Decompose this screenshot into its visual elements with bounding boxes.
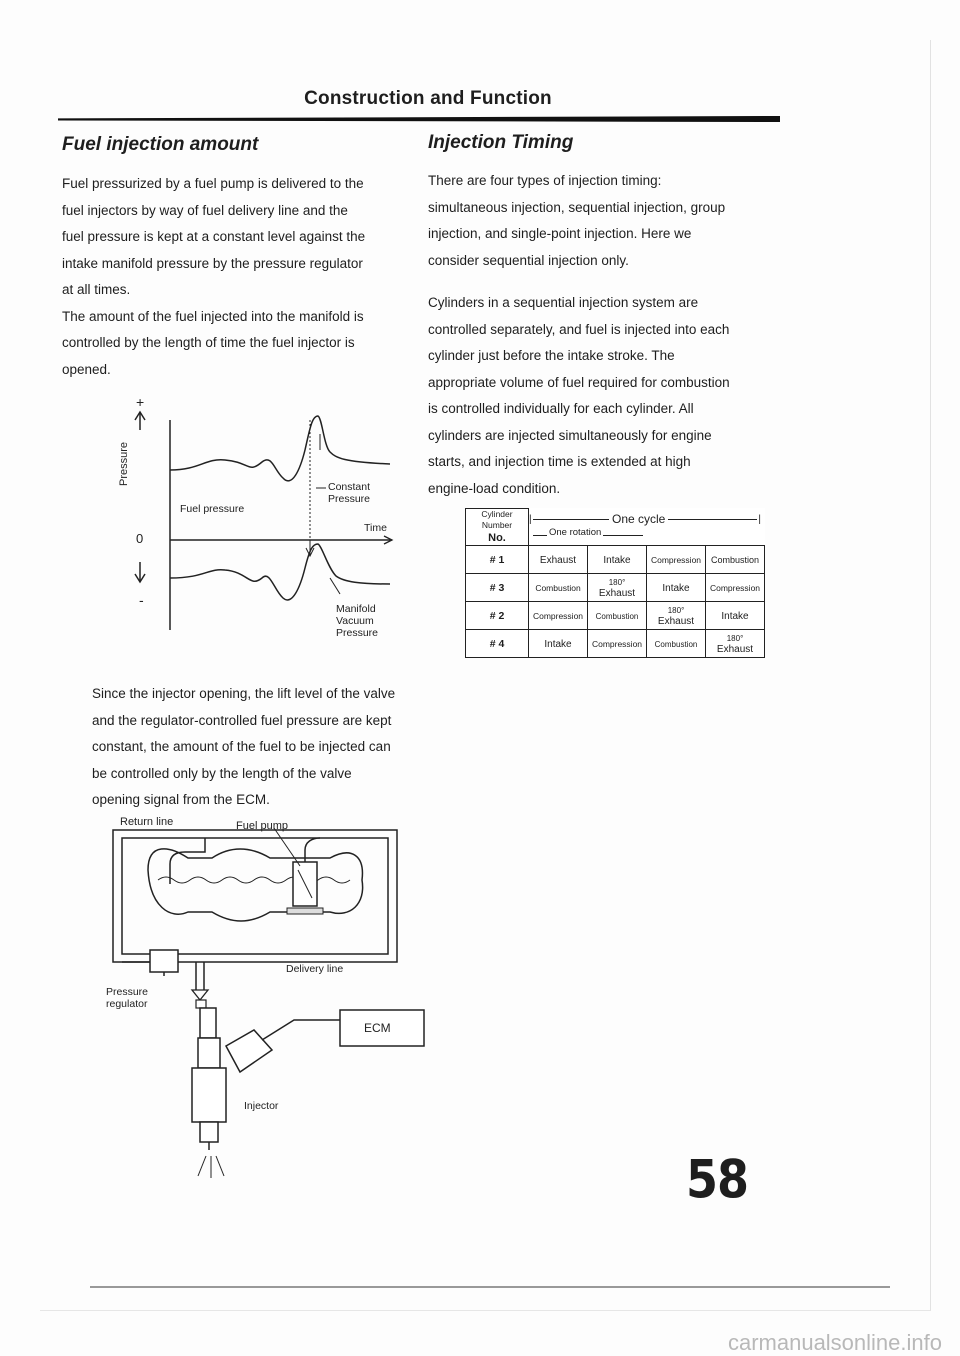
label-line: Vacuum <box>336 615 374 627</box>
stroke-text: Intake <box>721 610 749 622</box>
cycle-header: | | One cycle One rotation <box>529 509 765 546</box>
stroke-cell <box>647 630 706 658</box>
text-line: fuel injectors by way of fuel delivery line and the <box>62 202 348 218</box>
y-axis-label: Pressure <box>118 441 130 486</box>
stroke-text: Combustion <box>595 611 639 621</box>
stroke-text: Combustion <box>654 639 698 649</box>
label-line: Pressure <box>328 493 371 505</box>
stroke-text: Combustion <box>710 554 760 565</box>
text-line: There are four types of injection timing: <box>428 173 662 188</box>
right-paragraph-2 <box>428 290 788 502</box>
stroke-cell <box>706 546 765 574</box>
text-line: intake manifold pressure by the pressure regulator <box>62 255 363 271</box>
text-line: engine-load condition. <box>428 480 561 496</box>
cylinder-number-header <box>466 509 529 546</box>
text-line: opened. <box>62 361 111 377</box>
stroke-text: Compression <box>650 554 702 565</box>
one-rotation-label: One rotation <box>549 526 602 538</box>
stroke-text: Exhaust <box>539 554 577 566</box>
stroke-text: Intake <box>544 638 572 650</box>
text-line: at all times. <box>62 282 131 297</box>
text-line: controlled separately, and fuel is injected into each <box>428 321 730 337</box>
fuel-pump-label: Fuel pump <box>236 820 288 832</box>
section-heading-fuel-injection-amount: Fuel injection amount <box>62 134 259 155</box>
stroke-text: Compression <box>709 582 761 593</box>
text-line: fuel pressure is kept at a constant level against the <box>62 229 366 244</box>
stroke-cell <box>588 546 647 574</box>
right-paragraph-1 <box>428 168 788 274</box>
text-line: be controlled only by the length of the valve <box>92 765 352 781</box>
text-line: Since the injector opening, the lift level of the valve <box>92 686 396 701</box>
injector-label: Injector <box>244 1100 279 1112</box>
cyl-cell: # 1 <box>466 546 529 574</box>
text-line: Fuel pressurized by a fuel pump is delivered to the <box>62 176 364 191</box>
page-number: 58 <box>686 1148 749 1211</box>
label-line: Pressure <box>106 986 149 998</box>
label-line: regulator <box>106 998 148 1010</box>
stroke-cell <box>706 602 765 630</box>
text-line: is controlled individually for each cylinder. All <box>428 401 694 416</box>
stroke-cell <box>706 574 765 602</box>
section-heading-injection-timing: Injection Timing <box>428 132 574 153</box>
text-line: cylinders are injected simultaneously for engine <box>428 427 712 443</box>
table-row <box>466 574 765 602</box>
cyl-cell: # 3 <box>466 574 529 602</box>
stroke-text: Compression <box>591 638 643 649</box>
table-row <box>466 602 765 630</box>
text-line: constant, the amount of the fuel to be injected can <box>92 739 391 754</box>
one-cycle-label: One cycle <box>609 512 668 526</box>
bottom-rule <box>90 1286 890 1288</box>
text-line: consider sequential injection only. <box>428 252 629 268</box>
stroke-cell <box>529 574 588 602</box>
deg-label: 180° <box>667 605 685 615</box>
cyl-cell: # 2 <box>466 602 529 630</box>
delivery-line-label: Delivery line <box>286 963 344 975</box>
cyl-number-text: Cylinder Number <box>481 509 513 530</box>
text-line: and the regulator-controlled fuel pressure are kept <box>92 712 392 728</box>
stroke-cell <box>529 546 588 574</box>
text-line: Cylinders in a sequential injection system are <box>428 295 699 310</box>
stroke-cell <box>529 602 588 630</box>
stroke-text: Combustion <box>535 582 581 593</box>
time-label: Time <box>364 522 387 534</box>
deg-label: 180° <box>726 633 744 643</box>
cyl-cell: # 4 <box>466 630 529 658</box>
stroke-cell <box>706 630 765 658</box>
injection-timing-table <box>465 508 765 658</box>
plus-sign: + <box>136 394 145 410</box>
text-line: opening signal from the ECM. <box>92 792 270 807</box>
stroke-cell <box>529 630 588 658</box>
no-text: No. <box>488 532 506 544</box>
stroke-text: Intake <box>603 554 631 566</box>
stroke-cell <box>588 574 647 602</box>
stroke-text: Exhaust <box>716 643 754 655</box>
minus-sign: - <box>139 592 144 608</box>
table-row <box>466 630 765 658</box>
stroke-text: Intake <box>662 582 690 594</box>
return-line-label: Return line <box>120 816 174 828</box>
label-line: Constant <box>328 481 371 493</box>
stroke-text: Exhaust <box>598 587 636 599</box>
text-line: starts, and injection time is extended at high <box>428 454 691 469</box>
table-header-row <box>466 509 765 546</box>
deg-label: 180° <box>608 577 626 587</box>
zero-label: 0 <box>136 531 144 546</box>
text-line: The amount of the fuel injected into the manifold is <box>62 308 364 324</box>
stroke-cell <box>647 574 706 602</box>
ecm-label: ECM <box>364 1021 391 1035</box>
page-title: Construction and Function <box>304 88 552 109</box>
stroke-cell <box>588 630 647 658</box>
text-line: simultaneous injection, sequential injection, group <box>428 199 726 215</box>
text-line: injection, and single-point injection. Here we <box>428 226 692 241</box>
stroke-cell <box>647 546 706 574</box>
fuel-pressure-label: Fuel pressure <box>180 503 245 515</box>
text-line: appropriate volume of fuel required for combustion <box>428 374 730 390</box>
text-line: controlled by the length of time the fuel injector is <box>62 335 355 350</box>
table-row <box>466 546 765 574</box>
label-line: Pressure <box>336 627 379 639</box>
pressure-regulator-label <box>106 986 148 1010</box>
stroke-cell <box>588 602 647 630</box>
watermark: carmanualsonline.info <box>727 1330 942 1355</box>
text-line: cylinder just before the intake stroke. The <box>428 348 675 363</box>
label-line: Manifold <box>336 603 376 615</box>
stroke-cell <box>647 602 706 630</box>
stroke-text: Compression <box>532 610 584 621</box>
stroke-text: Exhaust <box>657 615 695 627</box>
